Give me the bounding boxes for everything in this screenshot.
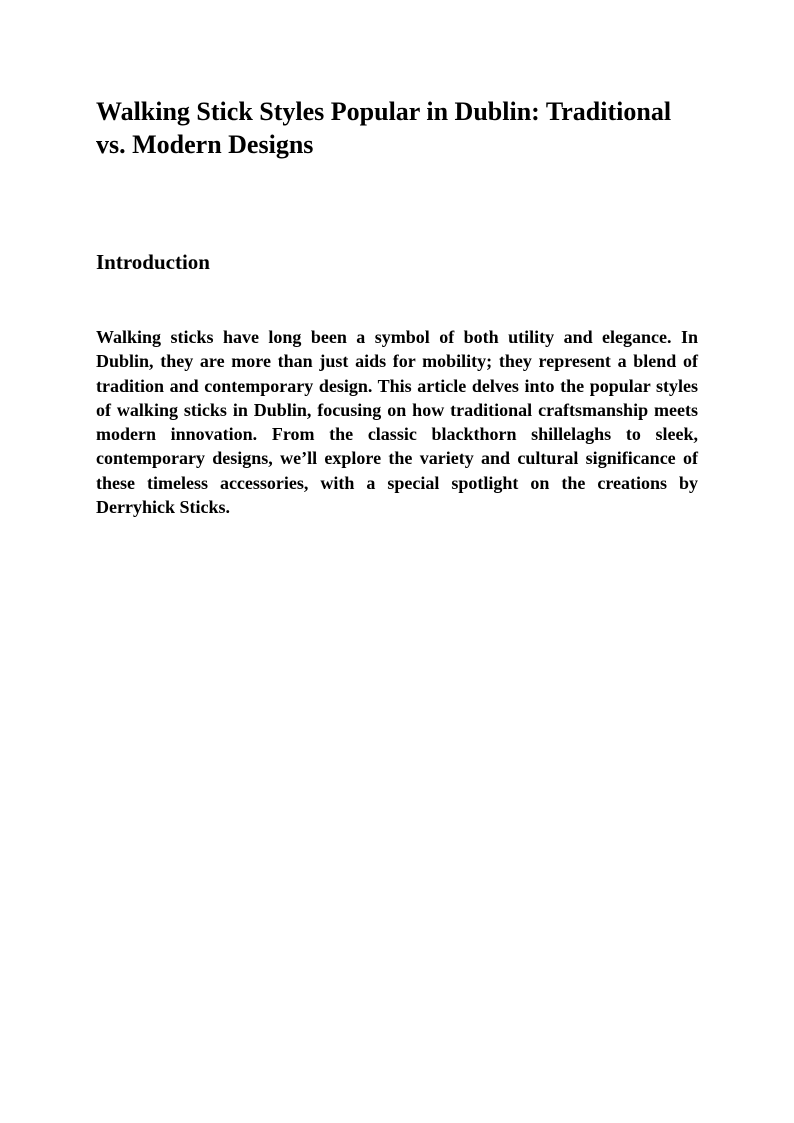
introduction-paragraph: Walking sticks have long been a symbol of both utility and elegance. In Dublin, they are more than just aids for mobility; they represent a blend of tradition and contemporary design. This article delves into the popular styles of walking sticks in Dublin, focusing on how traditional craftsmanship meets modern innovation. From the classic blackthorn shillelaghs to sleek, contemporary designs, we’ll explore the variety and cultural significance of these timeless accessories, with a special spotlight on the creations by Derryhick Sticks. [96, 327, 698, 518]
document-title: Walking Stick Styles Popular in Dublin: Traditional vs. Modern Designs [96, 97, 672, 159]
section-heading-introduction: Introduction [96, 250, 210, 274]
